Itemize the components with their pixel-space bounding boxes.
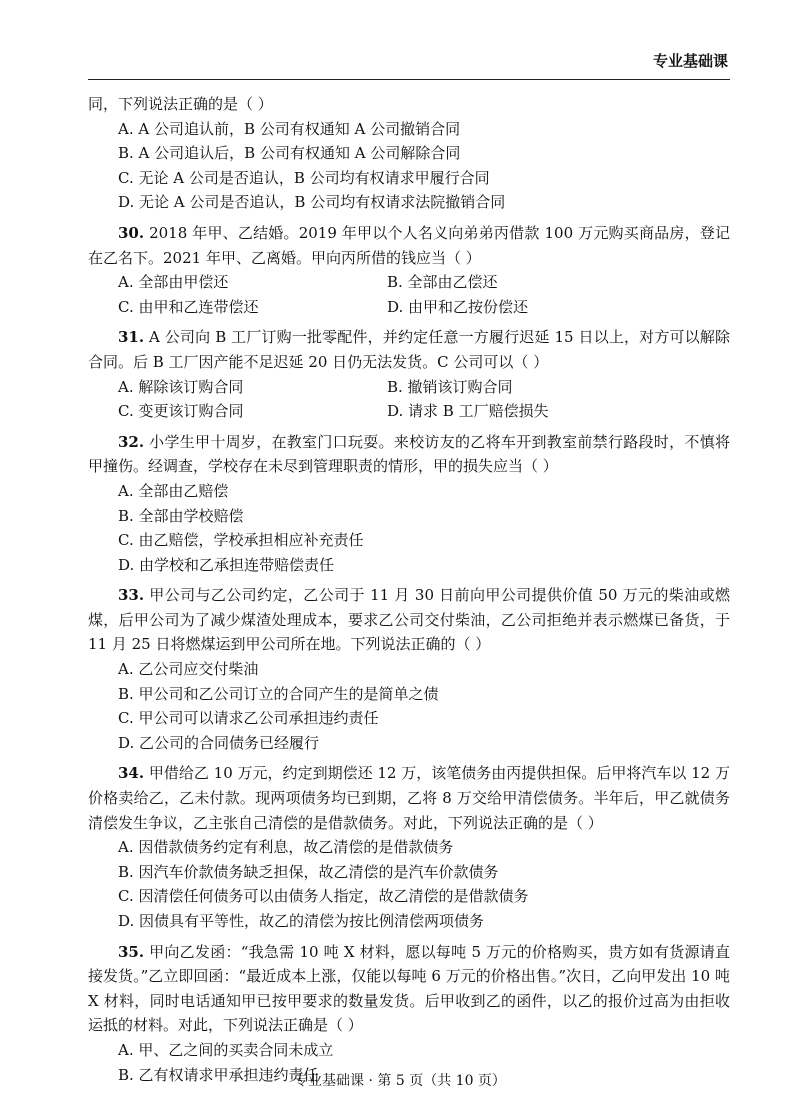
question-number: 31. bbox=[118, 328, 145, 347]
question-stem bbox=[88, 583, 730, 657]
question-35 bbox=[88, 940, 730, 1088]
option-a: A. 乙公司应交付柴油 bbox=[118, 660, 259, 679]
option-row bbox=[88, 375, 730, 400]
option-a: A. 全部由乙赔偿 bbox=[118, 481, 229, 500]
header-rule bbox=[88, 79, 730, 80]
option-c: C. 由甲和乙连带偿还 bbox=[118, 297, 259, 316]
question-stem bbox=[88, 221, 730, 270]
question-stem bbox=[88, 325, 730, 374]
question-number: 33. bbox=[118, 586, 145, 605]
option-d: D. 由学校和乙承担连带赔偿责任 bbox=[118, 555, 335, 574]
page-content bbox=[88, 92, 730, 1087]
option-c: C. 由乙赔偿，学校承担相应补充责任 bbox=[118, 531, 364, 550]
option-d: D. 由甲和乙按份偿还 bbox=[387, 297, 529, 316]
question-number: 32. bbox=[118, 432, 145, 451]
option-b: B. 乙有权请求甲承担违约责任 bbox=[118, 1065, 319, 1084]
option-b: B. 撤销该订购合同 bbox=[387, 377, 513, 396]
option-row bbox=[88, 399, 730, 424]
question-30 bbox=[88, 221, 730, 319]
continuation-stem: 同，下列说法正确的是（ ） bbox=[88, 95, 273, 113]
question-stem bbox=[88, 761, 730, 835]
option-a: A. 甲、乙之间的买卖合同未成立 bbox=[118, 1040, 334, 1059]
question-33 bbox=[88, 583, 730, 755]
question-32 bbox=[88, 430, 730, 578]
question-number: 30. bbox=[118, 223, 145, 242]
option-row bbox=[88, 295, 730, 320]
question-31 bbox=[88, 325, 730, 423]
option-b: B. 因汽车价款债务缺乏担保，故乙清偿的是汽车价款债务 bbox=[118, 862, 499, 881]
option-b: B. 全部由学校赔偿 bbox=[118, 506, 244, 525]
option-a: A. 解除该订购合同 bbox=[118, 377, 244, 396]
question-number: 35. bbox=[118, 942, 145, 961]
continuation-option-b: B. A 公司追认后，B 公司有权通知 A 公司解除合同 bbox=[118, 144, 461, 163]
option-a: A. 全部由甲偿还 bbox=[118, 273, 229, 292]
option-b: B. 甲公司和乙公司订立的合同产生的是简单之债 bbox=[118, 684, 439, 703]
question-34 bbox=[88, 761, 730, 933]
option-c: C. 因清偿任何债务可以由债务人指定，故乙清偿的是借款债务 bbox=[118, 887, 529, 906]
question-text: 甲向乙发函：“我急需 10 吨 X 材料，愿以每吨 5 万元的价格购买，贵方如有货源请直接发货。”乙立即回函：“最近成本上涨，仅能以每吨 6 万元的价格出售。”次日，乙向甲发出 10 吨 X 材料，同时电话通知甲已按甲要求的数量发货。后甲收到乙的函件，以乙的报价过高为由拒收运抵的材料。对此，下列说法正确是（ ） bbox=[88, 942, 730, 1035]
header-label: 专业基础课 bbox=[652, 52, 728, 70]
option-d: D. 请求 B 工厂赔偿损失 bbox=[387, 402, 549, 421]
question-text: A 公司向 B 工厂订购一批零配件，并约定任意一方履行迟延 15 日以上，对方可以解除合同。后 B 工厂因产能不足迟延 20 日仍无法发货。C 公司可以（ ） bbox=[88, 328, 730, 371]
question-stem bbox=[88, 430, 730, 479]
question-stem bbox=[88, 940, 730, 1038]
question-continuation bbox=[88, 92, 730, 215]
option-b: B. 全部由乙偿还 bbox=[387, 273, 498, 292]
option-d: D. 乙公司的合同债务已经履行 bbox=[118, 733, 320, 752]
option-c: C. 甲公司可以请求乙公司承担违约责任 bbox=[118, 709, 379, 728]
page-footer: 专业基础课 · 第 5 页（共 10 页） bbox=[294, 1073, 506, 1089]
question-text: 甲借给乙 10 万元，约定到期偿还 12 万，该笔债务由丙提供担保。后甲将汽车以 12 万价格卖给乙，乙未付款。现两项债务均已到期，乙将 8 万交给甲清偿债务。半年后，甲乙就债务清偿发生争议，乙主张自己清偿的是借款债务。对此，下列说法正确的是（ ） bbox=[88, 764, 730, 832]
option-a: A. 因借款债务约定有利息，故乙清偿的是借款债务 bbox=[118, 838, 454, 857]
question-text: 2018 年甲、乙结婚。2019 年甲以个人名义向弟弟丙借款 100 万元购买商品房，登记在乙名下。2021 年甲、乙离婚。甲向丙所借的钱应当（ ） bbox=[88, 223, 730, 267]
continuation-option-d: D. 无论 A 公司是否追认，B 公司均有权请求法院撤销合同 bbox=[118, 193, 506, 212]
option-c: C. 变更该订购合同 bbox=[118, 402, 244, 421]
option-d: D. 因债具有平等性，故乙的清偿为按比例清偿两项债务 bbox=[118, 912, 485, 930]
question-number: 34. bbox=[118, 764, 145, 783]
question-text: 甲公司与乙公司约定，乙公司于 11 月 30 日前向甲公司提供价值 50 万元的柴油或燃煤，后甲公司为了减少煤渣处理成本，要求乙公司交付柴油，乙公司拒绝并表示燃煤已备货，于 11 月 25 日将燃煤运到甲公司所在地。下列说法正确的（ ） bbox=[88, 586, 730, 654]
continuation-option-a: A. A 公司追认前，B 公司有权通知 A 公司撤销合同 bbox=[118, 119, 461, 138]
option-row bbox=[88, 270, 730, 295]
question-text: 小学生甲十周岁，在教室门口玩耍。来校访友的乙将车开到教室前禁行路段时，不慎将甲撞伤。经调查，学校存在未尽到管理职责的情形，甲的损失应当（ ） bbox=[88, 432, 730, 476]
continuation-option-c: C. 无论 A 公司是否追认，B 公司均有权请求甲履行合同 bbox=[118, 168, 490, 187]
